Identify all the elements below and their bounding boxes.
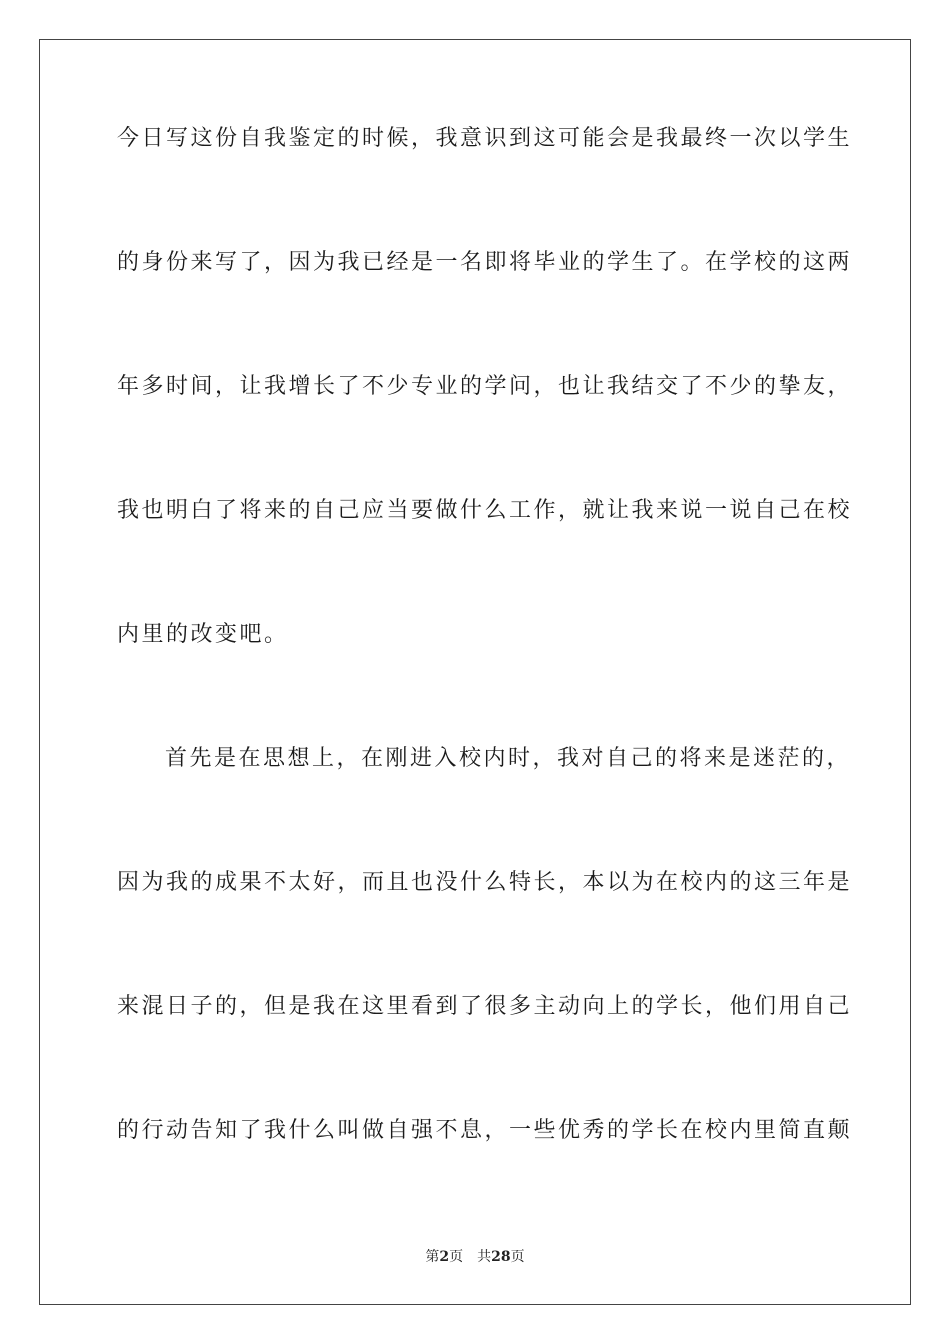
page-suffix: 页 [449, 1249, 464, 1265]
total-suffix: 页 [510, 1249, 525, 1265]
text-line: 内里的改变吧。 [117, 622, 289, 647]
text-line: 的行动告知了我什么叫做自强不息，一些优秀的学长在校内里简直颠 [117, 1118, 853, 1143]
text-line: 来混日子的，但是我在这里看到了很多主动向上的学长，他们用自己 [117, 994, 853, 1019]
page-prefix: 第 [425, 1249, 440, 1265]
text-line: 今日写这份自我鉴定的时候，我意识到这可能会是我最终一次以学生 [117, 126, 853, 151]
page-footer [0, 1247, 950, 1267]
total-pages: 28 [491, 1249, 511, 1265]
text-line: 首先是在思想上，在刚进入校内时，我对自己的将来是迷茫的， [165, 746, 852, 771]
page-number: 2 [439, 1249, 450, 1265]
text-line: 因为我的成果不太好，而且也没什么特长，本以为在校内的这三年是 [117, 870, 853, 895]
total-prefix: 共 [477, 1249, 492, 1265]
text-line: 年多时间，让我增长了不少专业的学问，也让我结交了不少的挚友， [117, 374, 853, 399]
text-line: 我也明白了将来的自己应当要做什么工作，就让我来说一说自己在校 [117, 498, 853, 523]
text-line: 的身份来写了，因为我已经是一名即将毕业的学生了。在学校的这两 [117, 250, 853, 275]
